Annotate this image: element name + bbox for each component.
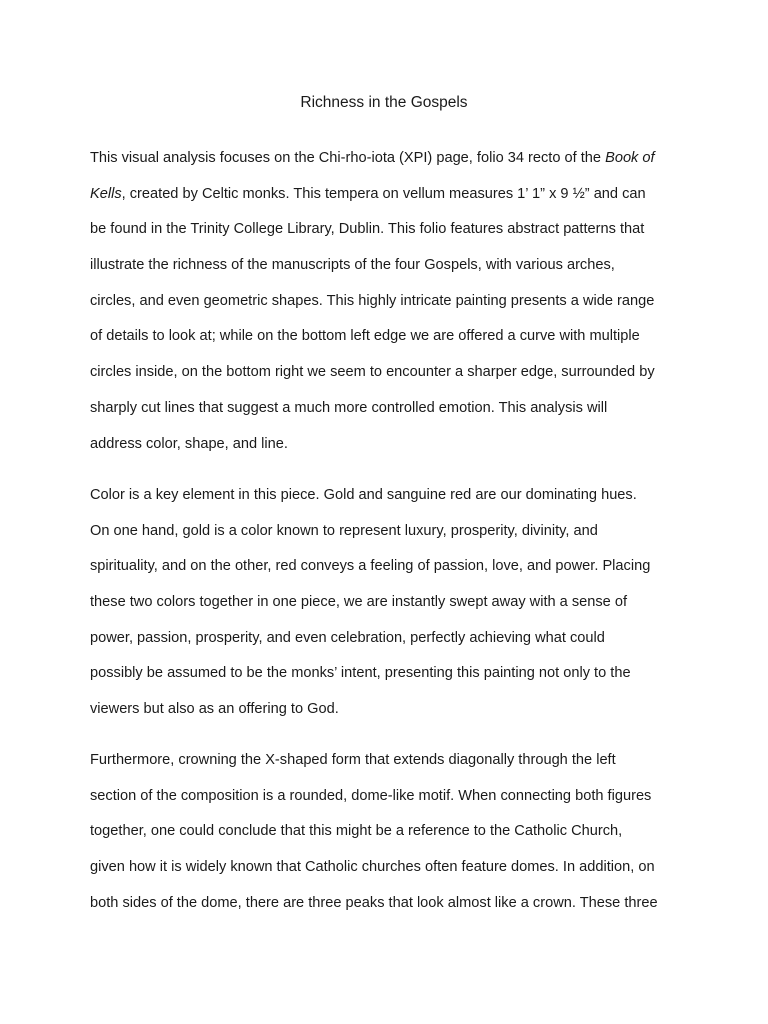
text-line xyxy=(90,591,690,627)
text-run: On one hand, gold is a color known to represent luxury, prosperity, divinity, and xyxy=(90,522,598,539)
paragraph xyxy=(90,147,690,468)
text-line xyxy=(90,484,690,520)
text-run: Color is a key element in this piece. Gold and sanguine red are our dominating hues. xyxy=(90,487,637,503)
text-line xyxy=(90,749,690,785)
italic-title: Kells xyxy=(90,185,122,202)
document-title: Richness in the Gospels xyxy=(300,94,468,111)
text-line xyxy=(90,147,690,183)
text-run: address color, shape, and line. xyxy=(90,435,288,452)
text-run: power, passion, prosperity, and even celebration, perfectly achieving what could xyxy=(90,629,605,646)
text-run: circles, and even geometric shapes. This highly intricate painting presents a wide range xyxy=(90,292,655,309)
text-run: of details to look at; while on the bottom left edge we are offered a curve with multiple xyxy=(90,328,640,345)
paragraph xyxy=(90,484,690,734)
text-line xyxy=(90,785,690,821)
text-run: illustrate the richness of the manuscripts of the four Gospels, with various arches, xyxy=(90,257,615,274)
text-run: these two colors together in one piece, we are instantly swept away with a sense of xyxy=(90,594,628,611)
text-run: sharply cut lines that suggest a much more controlled emotion. This analysis will xyxy=(90,399,608,416)
text-line xyxy=(90,627,690,663)
text-run: together, one could conclude that this might be a reference to the Catholic Church, xyxy=(90,823,623,840)
text-line xyxy=(90,856,690,892)
text-run: viewers but also as an offering to God. xyxy=(90,701,339,718)
text-line xyxy=(90,218,690,254)
text-run: Furthermore, crowning the X-shaped form that extends diagonally through the left xyxy=(90,752,616,768)
paragraph xyxy=(90,749,690,927)
text-line xyxy=(90,892,690,928)
text-line xyxy=(90,325,690,361)
text-run: spirituality, and on the other, red conveys a feeling of passion, love, and power. Placing xyxy=(90,558,651,575)
italic-title: Book of xyxy=(605,150,655,166)
text-run: be found in the Trinity College Library, Dublin. This folio features abstract patterns that xyxy=(90,221,645,238)
text-line xyxy=(90,520,690,556)
text-line xyxy=(90,361,690,397)
text-line xyxy=(90,433,690,469)
text-line xyxy=(90,555,690,591)
text-run: both sides of the dome, there are three peaks that look almost like a crown. These three xyxy=(90,894,658,911)
text-line xyxy=(90,290,690,326)
text-line xyxy=(90,254,690,290)
text-run: given how it is widely known that Catholic churches often feature domes. In addition, on xyxy=(90,859,655,876)
text-run: section of the composition is a rounded, dome-like motif. When connecting both figures xyxy=(90,787,652,804)
text-line xyxy=(90,662,690,698)
text-run: possibly be assumed to be the monks’ intent, presenting this painting not only to the xyxy=(90,665,631,682)
text-run: This visual analysis focuses on the Chi-rho-iota (XPI) page, folio 34 recto of the xyxy=(90,150,606,166)
text-line xyxy=(90,698,690,734)
text-run: , created by Celtic monks. This tempera on vellum measures 1’ 1” x 9 ½” and can xyxy=(121,185,646,202)
text-line xyxy=(90,183,690,219)
text-run: circles inside, on the bottom right we seem to encounter a sharper edge, surrounded by xyxy=(90,364,655,381)
text-line xyxy=(90,820,690,856)
text-line xyxy=(90,397,690,433)
